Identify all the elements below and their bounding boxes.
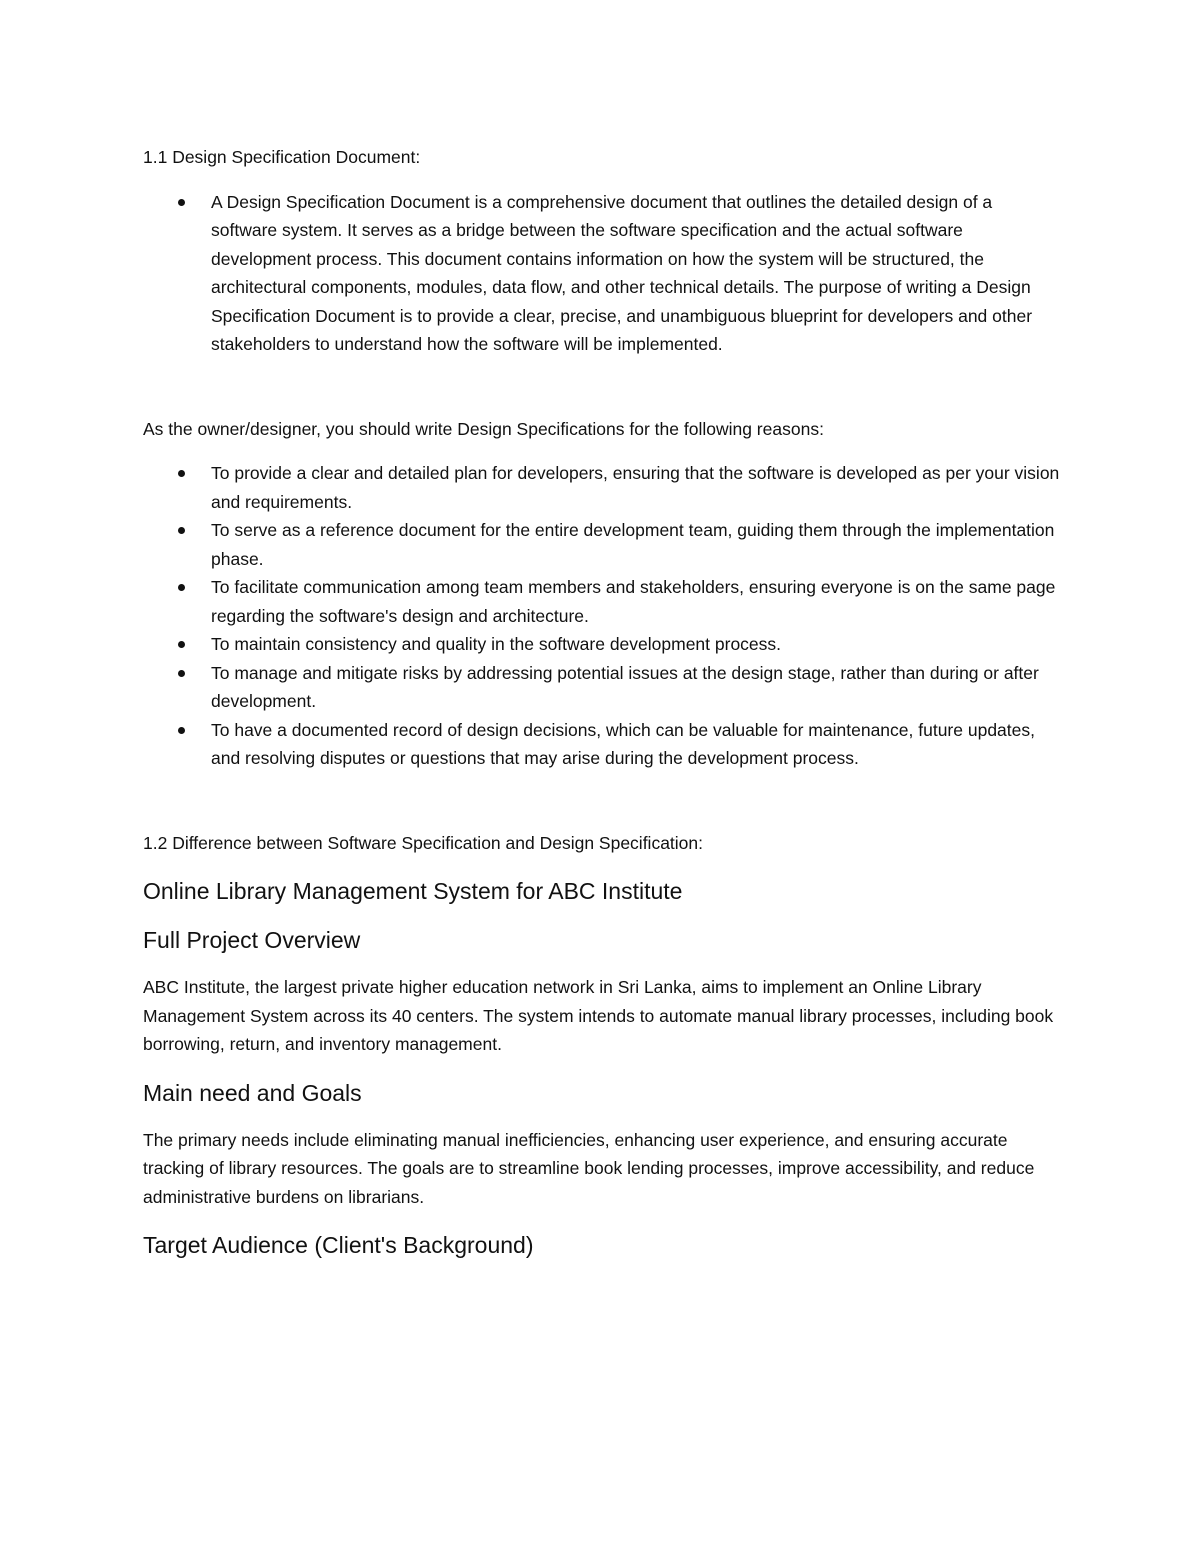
list-item-text: To have a documented record of design decisions, which can be valuable for maintenance, future updates, and resolving disputes or questions that may arise during the development process. (211, 719, 1035, 768)
overview-heading: Full Project Overview (143, 927, 361, 953)
list-item (143, 516, 1063, 573)
list-item (143, 459, 1063, 516)
reasons-bullet-list (143, 459, 1063, 773)
bullet-icon (178, 584, 185, 591)
bullet-icon (178, 727, 185, 734)
list-item (143, 630, 1063, 659)
bullet-icon (178, 641, 185, 648)
bullet-icon (178, 199, 185, 206)
list-item (143, 573, 1063, 630)
bullet-icon (178, 670, 185, 677)
list-item-text: To provide a clear and detailed plan for developers, ensuring that the software is developed as per your vision and requirements. (211, 463, 1060, 512)
section-1-1-bullet-list (143, 188, 1063, 359)
list-item (143, 716, 1063, 773)
overview-text: ABC Institute, the largest private higher education network in Sri Lanka, aims to implement an Online Library Management System across its 40 centers. The system intends to automate manual library processes, including book borrowing, return, and inventory management. (143, 977, 1054, 1054)
list-item-text: To facilitate communication among team members and stakeholders, ensuring everyone is on the same page regarding the software's design and architecture. (211, 577, 1056, 626)
list-item-text: To manage and mitigate risks by addressing potential issues at the design stage, rather than during or after development. (211, 662, 1039, 711)
needs-heading: Main need and Goals (143, 1079, 362, 1106)
list-item-text: To maintain consistency and quality in the software development process. (211, 634, 782, 654)
needs-text: The primary needs include eliminating manual inefficiencies, enhancing user experience, and ensuring accurate tracking of library resources. The goals are to streamline book lending processes, improve accessibility, and reduce administrative burdens on librarians. (143, 1129, 1035, 1207)
spacer (143, 359, 1063, 415)
document-body (143, 140, 1063, 1260)
spacer (143, 773, 1063, 829)
section-1-2-label: 1.2 Difference between Software Specification and Design Specification: (143, 832, 704, 853)
reasons-intro: As the owner/designer, you should write Design Specifications for the following reasons: (143, 418, 824, 439)
list-item (143, 188, 1063, 359)
bullet-icon (178, 527, 185, 534)
list-item (143, 659, 1063, 716)
list-item-text: A Design Specification Document is a comprehensive document that outlines the detailed design of a software system. It serves as a bridge between the software specification and the actual software development process. This document contains information on how the system will be structured, the architectural components, modules, data flow, and other technical details. The purpose of writing a Design Specification Document is to provide a clear, precise, and unambiguous blueprint for developers and other stakeholders to understand how the software will be implemented. (211, 191, 1033, 354)
bullet-icon (178, 470, 185, 477)
list-item-text: To serve as a reference document for the entire development team, guiding them through the implementation phase. (211, 520, 1055, 569)
section-1-1-label: 1.1 Design Specification Document: (143, 147, 421, 167)
project-title: Online Library Management System for ABC Institute (143, 878, 683, 904)
audience-heading: Target Audience (Client's Background) (143, 1232, 534, 1258)
